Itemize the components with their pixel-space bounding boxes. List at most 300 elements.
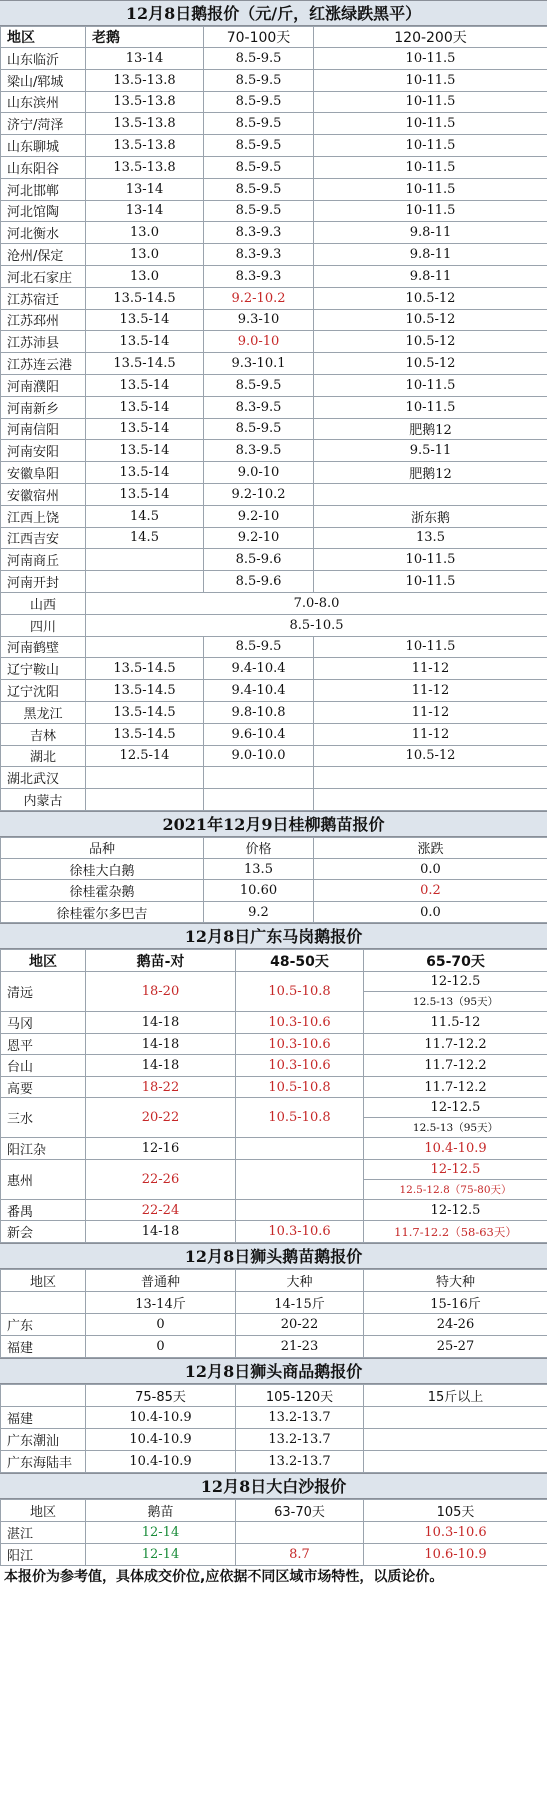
region-cell: 河北馆陶 (1, 200, 86, 222)
col-header: 鹅苗 (86, 1499, 236, 1521)
price-cell: 10.5-12 (314, 353, 547, 375)
region-cell: 湖北武汉 (1, 767, 86, 789)
price-cell (86, 636, 204, 658)
price-cell: 13.2-13.7 (236, 1428, 364, 1450)
table-header-row (1, 1269, 547, 1291)
col-header: 地区 (1, 950, 86, 972)
price-cell (364, 1406, 547, 1428)
price-cell: 9.8-10.8 (204, 701, 314, 723)
region-cell: 辽宁沈阳 (1, 680, 86, 702)
price-cell: 13.5-13.8 (86, 69, 204, 91)
region-cell: 山东滨州 (1, 91, 86, 113)
region-cell: 福建 (1, 1406, 86, 1428)
price-cell: 18-20 (86, 972, 236, 1012)
price-cell: 12-12.5 (364, 1159, 547, 1179)
table-row (1, 505, 547, 527)
price-cell: 9.2 (204, 901, 314, 923)
price-cell: 10-11.5 (314, 374, 547, 396)
price-cell: 21-23 (236, 1335, 364, 1357)
shitou-chick-title: 12月8日狮头鹅苗鹅报价 (0, 1243, 547, 1269)
price-cell: 14-18 (86, 1012, 236, 1034)
price-cell: 10-11.5 (314, 48, 547, 70)
price-cell: 肥鹅12 (314, 418, 547, 440)
change-cell: 0.0 (314, 858, 547, 880)
table-row (1, 48, 547, 70)
region-cell: 辽宁鞍山 (1, 658, 86, 680)
price-cell: 12-14 (86, 1543, 236, 1565)
col-header: 普通种 (86, 1269, 236, 1291)
table-row (1, 1313, 547, 1335)
price-cell: 10.60 (204, 880, 314, 902)
table-header-row (1, 837, 547, 858)
table-row (1, 113, 547, 135)
price-cell: 25-27 (364, 1335, 547, 1357)
table-row (1, 549, 547, 571)
table-row (1, 1428, 547, 1450)
table-row (1, 69, 547, 91)
price-cell: 10.5-10.8 (236, 1076, 364, 1098)
col-header: 65-70天 (364, 950, 547, 972)
price-cell: 8.5-9.5 (204, 135, 314, 157)
region-cell: 江苏宿迁 (1, 287, 86, 309)
table-row (1, 658, 547, 680)
price-cell (236, 1521, 364, 1543)
breed-cell: 徐桂大白鹅 (1, 858, 204, 880)
price-cell: 9.4-10.4 (204, 680, 314, 702)
price-cell: 11.7-12.2 (364, 1033, 547, 1055)
region-cell: 湛江 (1, 1521, 86, 1543)
price-cell: 13.5-14 (86, 396, 204, 418)
table-row (1, 331, 547, 353)
table-row (1, 1033, 547, 1055)
price-cell: 0 (86, 1335, 236, 1357)
col-header (1, 1384, 86, 1406)
price-cell: 13.5-14 (86, 331, 204, 353)
price-cell: 13-14 (86, 178, 204, 200)
region-cell: 河南鹤壁 (1, 636, 86, 658)
region-cell: 江苏沛县 (1, 331, 86, 353)
col-header: 鹅苗-对 (86, 950, 236, 972)
price-cell: 10.5-12 (314, 309, 547, 331)
price-cell: 12.5-13（95天） (364, 992, 547, 1012)
region-cell: 河南信阳 (1, 418, 86, 440)
table-row (1, 1450, 547, 1472)
region-cell: 阳江杂 (1, 1138, 86, 1160)
price-cell (236, 1159, 364, 1199)
price-cell: 8.3-9.3 (204, 265, 314, 287)
region-cell: 安徽阜阳 (1, 462, 86, 484)
dabaisha-table (0, 1499, 547, 1566)
price-cell: 10-11.5 (314, 549, 547, 571)
region-cell: 安徽宿州 (1, 483, 86, 505)
price-cell: 22-26 (86, 1159, 236, 1199)
col-header: 地区 (1, 1269, 86, 1291)
region-cell: 山东聊城 (1, 135, 86, 157)
price-cell: 13.0 (86, 265, 204, 287)
price-cell: 12.5-12.8（75-80天） (364, 1179, 547, 1199)
price-cell: 11-12 (314, 658, 547, 680)
table-row (1, 483, 547, 505)
price-cell (314, 767, 547, 789)
table-row (1, 1406, 547, 1428)
price-cell: 10.4-10.9 (364, 1138, 547, 1160)
region-cell: 内蒙古 (1, 789, 86, 811)
shitou-commercial-table (0, 1384, 547, 1473)
region-cell: 梁山/郓城 (1, 69, 86, 91)
price-cell: 13-14斤 (86, 1291, 236, 1313)
price-cell: 10-11.5 (314, 636, 547, 658)
price-cell: 13.5-14.5 (86, 723, 204, 745)
price-cell: 10-11.5 (314, 200, 547, 222)
region-cell: 山东阳谷 (1, 156, 86, 178)
price-cell (314, 483, 547, 505)
table-row (1, 244, 547, 266)
price-cell: 12-14 (86, 1521, 236, 1543)
price-cell: 8.7 (236, 1543, 364, 1565)
region-cell: 惠州 (1, 1159, 86, 1199)
table-row (1, 636, 547, 658)
region-cell: 台山 (1, 1055, 86, 1077)
region-cell: 阳江 (1, 1543, 86, 1565)
table-row (1, 680, 547, 702)
price-cell: 22-24 (86, 1199, 236, 1221)
price-cell: 12-12.5 (364, 1098, 547, 1118)
table-row (1, 222, 547, 244)
table-row (1, 527, 547, 549)
price-cell: 10.6-10.9 (364, 1543, 547, 1565)
table-row (1, 1076, 547, 1098)
col-header: 大种 (236, 1269, 364, 1291)
price-cell (204, 789, 314, 811)
table-row (1, 723, 547, 745)
table-row (1, 1199, 547, 1221)
price-cell: 11.7-12.2 (364, 1055, 547, 1077)
col-header: 地区 (1, 27, 86, 48)
region-cell: 清远 (1, 972, 86, 1012)
region-cell: 沧州/保定 (1, 244, 86, 266)
price-cell: 8.3-9.3 (204, 222, 314, 244)
price-cell: 8.5-9.5 (204, 48, 314, 70)
price-cell: 9.8-11 (314, 265, 547, 287)
price-cell: 8.5-9.5 (204, 178, 314, 200)
price-cell (86, 767, 204, 789)
price-cell: 13.5-14.5 (86, 658, 204, 680)
table-row (1, 1291, 547, 1313)
price-cell: 9.8-11 (314, 244, 547, 266)
price-cell: 8.5-10.5 (86, 614, 547, 636)
table-header-row (1, 27, 547, 48)
price-cell: 12.5-13（95天） (364, 1118, 547, 1138)
price-cell: 8.5-9.5 (204, 418, 314, 440)
region-cell: 吉林 (1, 723, 86, 745)
table-row (1, 1055, 547, 1077)
price-cell: 10.5-12 (314, 745, 547, 767)
col-header: 105-120天 (236, 1384, 364, 1406)
table-row (1, 200, 547, 222)
price-cell: 14-18 (86, 1221, 236, 1243)
price-cell: 11-12 (314, 723, 547, 745)
price-cell: 8.3-9.5 (204, 440, 314, 462)
price-cell: 13.5-14.5 (86, 287, 204, 309)
table-row (1, 91, 547, 113)
price-cell: 13.0 (86, 244, 204, 266)
region-cell: 江西上饶 (1, 505, 86, 527)
region-cell: 河北石家庄 (1, 265, 86, 287)
region-cell: 黑龙江 (1, 701, 86, 723)
price-cell: 8.5-9.6 (204, 571, 314, 593)
price-cell: 9.2-10.2 (204, 287, 314, 309)
price-cell: 11.7-12.2（58-63天） (364, 1221, 547, 1243)
price-cell: 10-11.5 (314, 91, 547, 113)
price-cell: 9.0-10 (204, 462, 314, 484)
price-cell: 9.2-10 (204, 505, 314, 527)
price-cell: 9.3-10.1 (204, 353, 314, 375)
col-header: 120-200天 (314, 27, 547, 48)
price-cell: 10-11.5 (314, 69, 547, 91)
col-header: 63-70天 (236, 1499, 364, 1521)
table-row (1, 745, 547, 767)
table-row (1, 396, 547, 418)
magang-goose-title: 12月8日广东马岗鹅报价 (0, 923, 547, 949)
price-cell: 10.3-10.6 (236, 1055, 364, 1077)
table-header-row (1, 1499, 547, 1521)
price-cell (204, 767, 314, 789)
price-cell: 13.5-13.8 (86, 91, 204, 113)
breed-cell: 徐桂霍尔多巴吉 (1, 901, 204, 923)
col-header: 价格 (204, 837, 314, 858)
table-row (1, 592, 547, 614)
table-row (1, 972, 547, 992)
price-cell: 10.5-12 (314, 331, 547, 353)
change-cell: 0.2 (314, 880, 547, 902)
price-cell: 8.3-9.3 (204, 244, 314, 266)
col-header: 75-85天 (86, 1384, 236, 1406)
price-cell: 8.5-9.5 (204, 200, 314, 222)
region-cell: 新会 (1, 1221, 86, 1243)
price-cell: 8.5-9.5 (204, 69, 314, 91)
price-cell: 10-11.5 (314, 396, 547, 418)
table-row (1, 901, 547, 923)
region-cell: 江苏连云港 (1, 353, 86, 375)
price-cell: 13.5-14 (86, 483, 204, 505)
price-cell: 13.5-14.5 (86, 680, 204, 702)
table-row (1, 1098, 547, 1118)
price-cell: 9.5-11 (314, 440, 547, 462)
price-cell: 10.5-12 (314, 287, 547, 309)
region-cell: 广东海陆丰 (1, 1450, 86, 1472)
price-cell: 10.4-10.9 (86, 1450, 236, 1472)
table-row (1, 156, 547, 178)
change-cell: 0.0 (314, 901, 547, 923)
col-header: 老鹅 (86, 27, 204, 48)
price-cell: 9.6-10.4 (204, 723, 314, 745)
table-row (1, 418, 547, 440)
price-cell: 10.3-10.6 (236, 1221, 364, 1243)
price-cell: 14-15斤 (236, 1291, 364, 1313)
price-cell: 13.5-14 (86, 309, 204, 331)
price-cell: 14.5 (86, 505, 204, 527)
price-cell: 13.5-13.8 (86, 135, 204, 157)
price-cell (236, 1199, 364, 1221)
price-cell: 9.2-10.2 (204, 483, 314, 505)
price-cell (86, 571, 204, 593)
table-row (1, 571, 547, 593)
region-cell: 山东临沂 (1, 48, 86, 70)
price-cell: 20-22 (86, 1098, 236, 1138)
table-row (1, 178, 547, 200)
table-row (1, 1221, 547, 1243)
price-cell: 13.5-14.5 (86, 353, 204, 375)
table-row (1, 767, 547, 789)
price-cell: 11-12 (314, 701, 547, 723)
price-cell: 10.3-10.6 (236, 1033, 364, 1055)
price-cell: 11-12 (314, 680, 547, 702)
region-cell: 河南新乡 (1, 396, 86, 418)
price-cell (86, 789, 204, 811)
price-cell: 9.8-11 (314, 222, 547, 244)
price-cell: 10-11.5 (314, 135, 547, 157)
price-cell: 13.5-13.8 (86, 113, 204, 135)
region-cell: 广东 (1, 1313, 86, 1335)
price-cell: 9.0-10.0 (204, 745, 314, 767)
price-cell: 10.4-10.9 (86, 1406, 236, 1428)
region-cell: 马冈 (1, 1012, 86, 1034)
price-cell: 13.2-13.7 (236, 1450, 364, 1472)
shitou-commercial-title: 12月8日狮头商品鹅报价 (0, 1358, 547, 1384)
price-cell: 肥鹅12 (314, 462, 547, 484)
magang-goose-table (0, 949, 547, 1243)
col-header: 15斤以上 (364, 1384, 547, 1406)
price-cell: 8.5-9.5 (204, 91, 314, 113)
col-header: 品种 (1, 837, 204, 858)
price-cell: 14-18 (86, 1055, 236, 1077)
price-cell: 13.5 (204, 858, 314, 880)
price-cell: 8.5-9.5 (204, 156, 314, 178)
table-row (1, 858, 547, 880)
region-cell: 湖北 (1, 745, 86, 767)
table-row (1, 353, 547, 375)
price-cell: 13.5-14 (86, 440, 204, 462)
breed-cell: 徐桂霍杂鹅 (1, 880, 204, 902)
price-cell: 18-22 (86, 1076, 236, 1098)
price-cell: 13.2-13.7 (236, 1406, 364, 1428)
table-row (1, 701, 547, 723)
goose-price-table (0, 26, 547, 811)
price-cell: 13.5-13.8 (86, 156, 204, 178)
price-cell: 11.7-12.2 (364, 1076, 547, 1098)
table-row (1, 287, 547, 309)
price-cell (236, 1138, 364, 1160)
region-cell (1, 1291, 86, 1313)
col-header: 涨跌 (314, 837, 547, 858)
col-header: 70-100天 (204, 27, 314, 48)
price-cell: 9.4-10.4 (204, 658, 314, 680)
price-cell: 14-18 (86, 1033, 236, 1055)
table-row (1, 1012, 547, 1034)
price-cell: 10.5-10.8 (236, 1098, 364, 1138)
price-cell: 10.3-10.6 (364, 1521, 547, 1543)
price-cell (364, 1450, 547, 1472)
price-cell: 12-12.5 (364, 1199, 547, 1221)
col-header: 地区 (1, 1499, 86, 1521)
table-row (1, 614, 547, 636)
price-cell: 13.5-14 (86, 374, 204, 396)
price-cell (364, 1428, 547, 1450)
region-cell: 恩平 (1, 1033, 86, 1055)
gui-liu-chick-title: 2021年12月9日桂柳鹅苗报价 (0, 811, 547, 837)
goose-price-title: 12月8日鹅报价（元/斤，红涨绿跌黑平） (0, 0, 547, 26)
disclaimer-footnote: 本报价为参考值，具体成交价位,应依据不同区域市场特性，以质论价。 (4, 1568, 444, 1585)
table-header-row (1, 1384, 547, 1406)
price-cell: 15-16斤 (364, 1291, 547, 1313)
table-row (1, 309, 547, 331)
price-cell: 10.5-10.8 (236, 972, 364, 1012)
price-cell: 24-26 (364, 1313, 547, 1335)
table-row (1, 789, 547, 811)
region-cell: 三水 (1, 1098, 86, 1138)
price-cell: 7.0-8.0 (86, 592, 547, 614)
price-cell: 8.3-9.5 (204, 396, 314, 418)
region-cell: 四川 (1, 614, 86, 636)
price-cell: 10.4-10.9 (86, 1428, 236, 1450)
table-row (1, 440, 547, 462)
table-row (1, 1335, 547, 1357)
price-cell: 10-11.5 (314, 178, 547, 200)
price-cell (314, 789, 547, 811)
region-cell: 河南濮阳 (1, 374, 86, 396)
table-row (1, 1543, 547, 1565)
region-cell: 河北邯郸 (1, 178, 86, 200)
price-cell: 9.2-10 (204, 527, 314, 549)
price-cell: 8.5-9.6 (204, 549, 314, 571)
price-cell: 13-14 (86, 48, 204, 70)
region-cell: 广东潮汕 (1, 1428, 86, 1450)
region-cell: 河北衡水 (1, 222, 86, 244)
col-header: 105天 (364, 1499, 547, 1521)
price-cell: 8.5-9.5 (204, 113, 314, 135)
price-cell: 10-11.5 (314, 156, 547, 178)
region-cell: 江苏邳州 (1, 309, 86, 331)
table-row (1, 135, 547, 157)
price-cell: 20-22 (236, 1313, 364, 1335)
price-cell: 10-11.5 (314, 113, 547, 135)
table-row (1, 462, 547, 484)
price-cell: 8.5-9.5 (204, 374, 314, 396)
table-row (1, 1159, 547, 1179)
region-cell: 济宁/菏泽 (1, 113, 86, 135)
region-cell: 河南安阳 (1, 440, 86, 462)
dabaisha-title: 12月8日大白沙报价 (0, 1473, 547, 1499)
price-cell: 12-12.5 (364, 972, 547, 992)
gui-liu-chick-table (0, 837, 547, 924)
price-cell: 14.5 (86, 527, 204, 549)
table-row (1, 265, 547, 287)
price-cell: 12-16 (86, 1138, 236, 1160)
price-cell: 浙东鹅 (314, 505, 547, 527)
table-row (1, 880, 547, 902)
price-cell: 13.0 (86, 222, 204, 244)
table-row (1, 1521, 547, 1543)
table-row (1, 374, 547, 396)
col-header: 48-50天 (236, 950, 364, 972)
price-cell: 12.5-14 (86, 745, 204, 767)
price-cell: 8.5-9.5 (204, 636, 314, 658)
price-cell: 13-14 (86, 200, 204, 222)
table-row (1, 1138, 547, 1160)
price-cell: 13.5-14 (86, 418, 204, 440)
region-cell: 番禺 (1, 1199, 86, 1221)
table-header-row (1, 950, 547, 972)
